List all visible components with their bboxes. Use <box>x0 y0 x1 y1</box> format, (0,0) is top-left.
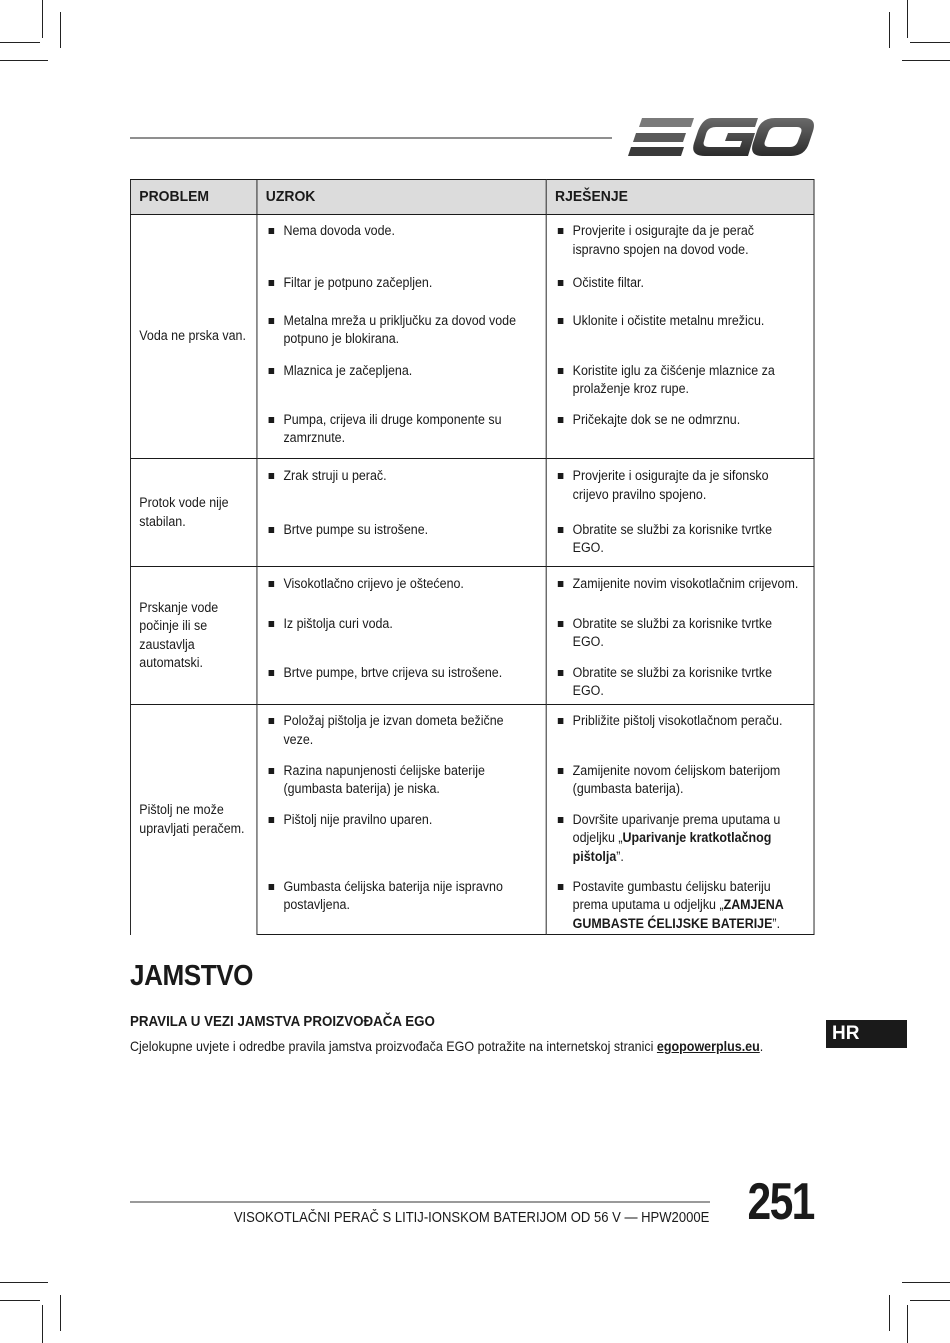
solution-cell <box>546 804 814 871</box>
crop-mark <box>0 42 40 43</box>
crop-mark <box>907 0 908 38</box>
table-row <box>130 567 814 607</box>
solution-text <box>556 878 804 934</box>
problem-cell: Pištolj ne može upravljati peračem. <box>130 705 256 935</box>
header-problem: PROBLEM <box>130 180 256 215</box>
problem-cell: Prskanje vode počinje ili se zaustavlja automatski. <box>130 567 256 705</box>
solution-cell <box>546 755 814 804</box>
solution-text: Obratite se službi za korisnike tvrtke EGO. <box>556 664 804 701</box>
cause-text: Nema dovoda vode. <box>267 222 537 241</box>
solution-cell <box>546 303 814 353</box>
cause-cell <box>257 215 546 267</box>
header-rule <box>130 137 612 139</box>
solution-text: Provjerite i osigurajte da je sifonsko crijevo pravilno spojeno. <box>556 467 804 504</box>
header-cause: UZROK <box>257 180 546 215</box>
cause-cell <box>257 267 546 303</box>
solution-cell <box>546 403 814 459</box>
cause-cell <box>257 513 546 567</box>
crop-mark <box>910 1300 950 1301</box>
warranty-text-body: Cjelokupne uvjete i odredbe pravila jamstva proizvođača EGO potražite na internetskoj stranici <box>130 1039 657 1054</box>
table-row <box>130 215 814 267</box>
solution-cell <box>546 513 814 567</box>
solution-cell <box>546 215 814 267</box>
warranty-subtitle: PRAVILA U VEZI JAMSTVA PROIZVOĐAČA EGO <box>130 1014 435 1030</box>
table-row <box>130 459 814 513</box>
crop-mark <box>910 42 950 43</box>
solution-text: Provjerite i osigurajte da je perač ispravno spojen na dovod vode. <box>556 222 804 259</box>
solution-cell <box>546 267 814 303</box>
crop-mark <box>42 0 43 38</box>
crop-mark <box>902 1282 950 1283</box>
solution-cell <box>546 353 814 403</box>
solution-text-part: ”. <box>616 848 624 864</box>
solution-cell <box>546 657 814 705</box>
ego-logo <box>628 116 814 158</box>
solution-text-part: Dovršite uparivanje prema uputama u odjeljku „ <box>572 811 781 845</box>
cause-text: Visokotlačno crijevo je oštećeno. <box>267 575 537 594</box>
solution-cell <box>546 705 814 755</box>
solution-text: Pričekajte dok se ne odmrznu. <box>556 411 804 430</box>
cause-cell <box>257 705 546 755</box>
cause-text: Pumpa, crijeva ili druge komponente su zamrznute. <box>267 411 537 448</box>
cause-text: Gumbasta ćelijska baterija nije ispravno postavljena. <box>267 878 537 915</box>
crop-mark <box>907 1305 908 1343</box>
warranty-title: JAMSTVO <box>130 960 254 992</box>
solution-text: Koristite iglu za čišćenje mlaznice za prolaženje kroz rupe. <box>556 362 804 399</box>
cause-cell <box>257 567 546 607</box>
crop-mark <box>60 12 61 48</box>
troubleshooting-table <box>130 179 814 935</box>
cause-text: Pištolj nije pravilno uparen. <box>267 811 537 830</box>
warranty-link[interactable]: egopowerplus.eu <box>656 1039 760 1054</box>
cause-cell <box>257 459 546 513</box>
cause-cell <box>257 303 546 353</box>
crop-mark <box>0 60 48 61</box>
cause-text: Metalna mreža u priključku za dovod vode potpuno je blokirana. <box>267 312 537 349</box>
problem-cell: Voda ne prska van. <box>130 215 256 459</box>
solution-reference: ZAMJENA GUMBASTE ĆELIJSKE BATERIJE <box>572 897 784 931</box>
solution-text: Očistite filtar. <box>556 274 804 293</box>
crop-mark <box>889 1295 890 1331</box>
header-solution: RJEŠENJE <box>546 180 814 215</box>
footer-title: VISOKOTLAČNI PERAČ S LITIJ-IONSKOM BATERIJOM OD 56 V — HPW2000E <box>233 1210 709 1226</box>
solution-text-part: Postavite gumbastu ćelijsku bateriju prema uputama u odjeljku „ <box>572 878 771 912</box>
solution-text: Obratite se službi za korisnike tvrtke EGO. <box>556 521 804 558</box>
warranty-text-end: . <box>759 1039 764 1054</box>
solution-text: Zamijenite novim visokotlačnim crijevom. <box>556 575 804 594</box>
cause-cell <box>257 403 546 459</box>
cause-text: Brtve pumpe su istrošene. <box>267 521 537 540</box>
footer-rule <box>130 1201 710 1203</box>
cause-cell <box>257 353 546 403</box>
solution-cell <box>546 871 814 935</box>
solution-text-part: ”. <box>772 915 781 931</box>
warranty-text <box>130 1039 763 1054</box>
cause-cell <box>257 607 546 657</box>
solution-text: Približite pištolj visokotlačnom peraču. <box>556 712 804 731</box>
crop-mark <box>902 60 950 61</box>
cause-text: Položaj pištolja je izvan dometa bežične veze. <box>267 712 537 749</box>
cause-text: Iz pištolja curi voda. <box>267 615 537 634</box>
cause-cell <box>257 657 546 705</box>
solution-cell <box>546 567 814 607</box>
crop-mark <box>42 1305 43 1343</box>
cause-cell <box>257 804 546 871</box>
table-header-row <box>130 180 814 215</box>
solution-text: Uklonite i očistite metalnu mrežicu. <box>556 312 804 331</box>
crop-mark <box>60 1295 61 1331</box>
cause-text: Zrak struji u perač. <box>267 467 537 486</box>
solution-reference: Uparivanje kratkotlačnog pištolja <box>572 830 772 864</box>
cause-cell <box>257 755 546 804</box>
crop-mark <box>0 1300 40 1301</box>
solution-text: Obratite se službi za korisnike tvrtke EGO. <box>556 615 804 652</box>
crop-mark <box>889 12 890 48</box>
problem-cell: Protok vode nije stabilan. <box>130 459 256 567</box>
crop-mark <box>0 1282 48 1283</box>
cause-text: Brtve pumpe, brtve crijeva su istrošene. <box>267 664 537 683</box>
cause-text: Razina napunjenosti ćelijske baterije (gumbasta baterija) je niska. <box>267 762 537 799</box>
solution-text: Zamijenite novom ćelijskom baterijom (gumbasta baterija). <box>556 762 804 799</box>
table-row <box>130 705 814 755</box>
cause-text: Mlaznica je začepljena. <box>267 362 537 381</box>
solution-cell <box>546 607 814 657</box>
language-tab: HR <box>826 1020 907 1048</box>
solution-text <box>556 811 804 867</box>
cause-cell <box>257 871 546 935</box>
solution-cell <box>546 459 814 513</box>
page-number: 251 <box>747 1173 814 1231</box>
cause-text: Filtar je potpuno začepljen. <box>267 274 537 293</box>
